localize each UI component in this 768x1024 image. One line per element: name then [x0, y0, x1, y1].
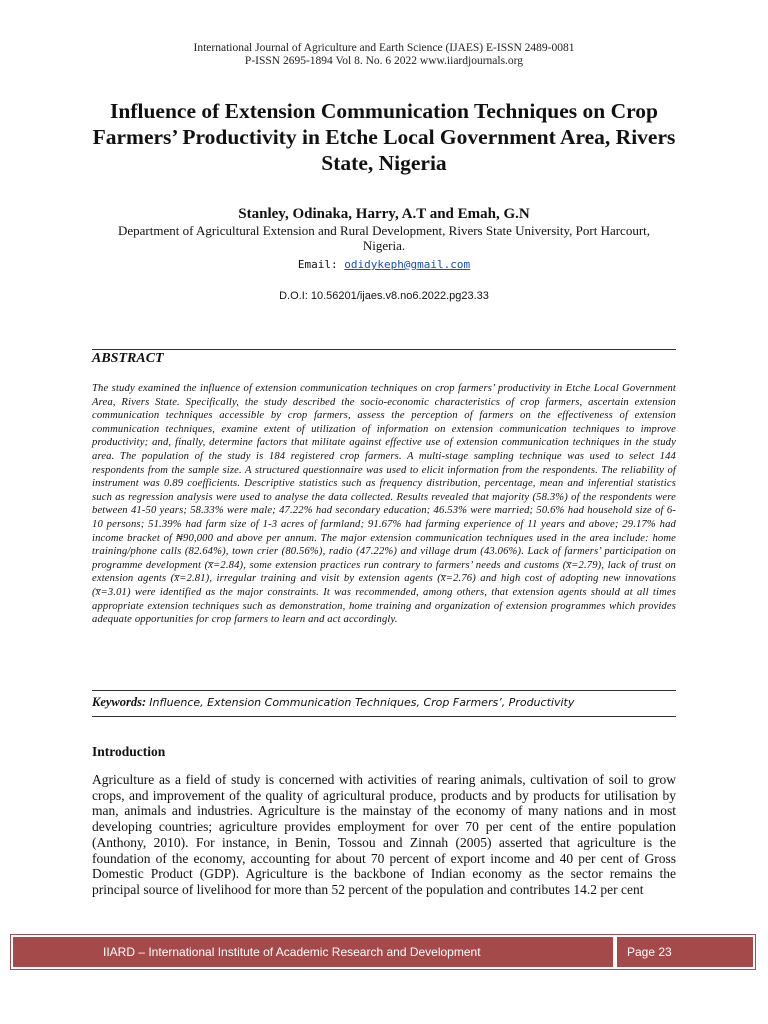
paper-title: Influence of Extension Communication Techniques on Crop Farmers’ Productivity in Etche Local Government Area, Rivers State, Nigeria — [92, 99, 676, 175]
email-line — [0, 258, 768, 271]
introduction-heading: Introduction — [92, 744, 166, 759]
divider — [92, 716, 676, 717]
footer-page-number: Page 23 — [617, 937, 753, 967]
journal-header — [0, 42, 768, 68]
keywords — [92, 695, 676, 710]
email-link[interactable]: odidykeph@gmail.com — [344, 258, 471, 271]
abstract-heading: ABSTRACT — [92, 351, 164, 366]
footer-publisher: IIARD – International Institute of Academic Research and Development — [13, 937, 613, 967]
keywords-label: Keywords: — [92, 695, 147, 709]
divider — [92, 690, 676, 691]
authors: Stanley, Odinaka, Harry, A.T and Emah, G.N — [238, 206, 530, 222]
abstract-body: The study examined the influence of extension communication techniques on crop farmers’ productivity in Etche Local Government Area, Rivers State. Specifically, the study described the socio-economic characteristics of crop farmers, ascertain extension communication techniques accessible by crop farmers, assess the perception of farmers on the effectiveness of extension communication techniques, examine extent of utilization of information on extension communication techniques to improve productivity; and, finally, determine factors that militate against effective use of extension communication techniques in the study area. The population of the study is 184 registered crop farmers. A multi-stage sampling technique was used to select 144 respondents from the sample size. A structured questionnaire was used to elicit information from the respondents. The reliability of instrument was 0.89 coefficients. Descriptive statistics such as frequency distribution, percentage, mean and inferential statistics such as regression analysis were used to analyse the data collected. Results revealed that majority (58.3%) of the respondents were between 41-50 years; 58.33% were male; 47.22% had secondary education; 46.53% were married; 50.6% had household size of 6-10 persons; 51.39% had farm size of 1-3 acres of farmland; 91.67% had farming experience of 11 years and above; 29.17% had income bracket of ₦90,000 and above per annum. The major extension communication techniques used in the area include: home training/phone calls (82.64%), town crier (80.56%), radio (47.22%) and village drum (43.06%). Lack of farmers’ participation on programme development (x̅=2.84), some extension practices run contrary to farmers’ needs and customs (x̅=2.79), lack of trust on extension agents (x̅=2.81), irregular training and visit by extension agents (x̅=2.76) and high cost of adopting new innovations (x̅=3.01) were identified as the major constraints. It was recommended, among others, that extension agents should at all times appropriate extension techniques such as demonstration, home training and organization of extension programmes which provides adequate opportunities for crop farmers to learn and act accordingly. — [92, 383, 676, 626]
keywords-text: Influence, Extension Communication Techniques, Crop Farmers’, Productivity — [149, 696, 575, 709]
doi: D.O.I: 10.56201/ijaes.v8.no6.2022.pg23.33 — [279, 290, 489, 302]
email-label: Email: — [297, 258, 338, 271]
affiliation: Department of Agricultural Extension and Rural Development, Rivers State University, Port Harcourt, Nigeria. — [117, 223, 651, 253]
journal-header-line-1: International Journal of Agriculture and Earth Science (IJAES) E-ISSN 2489-0081 — [193, 42, 575, 54]
introduction-body: Agriculture as a field of study is concerned with activities of rearing animals, cultivation of soil to grow crops, and improvement of the quality of agricultural produce, products and by products for utilisation by man, animals and industries. Agriculture is the mainstay of the economy of many nations and in most developing countries; agriculture provides employment for over 70 per cent of the entire population (Anthony, 2010). For instance, in Benin, Tossou and Zinnah (2005) asserted that agriculture is the foundation of the economy, accounting for about 70 percent of export income and 40 per cent of Gross Domestic Product (GDP). Agriculture is the backbone of Indian economy as the sector remains the principal source of livelihood for more than 52 percent of the population and contributes 14.2 per cent — [92, 772, 676, 897]
divider — [92, 349, 676, 350]
journal-header-line-2: P-ISSN 2695-1894 Vol 8. No. 6 2022 www.iiardjournals.org — [244, 55, 524, 67]
